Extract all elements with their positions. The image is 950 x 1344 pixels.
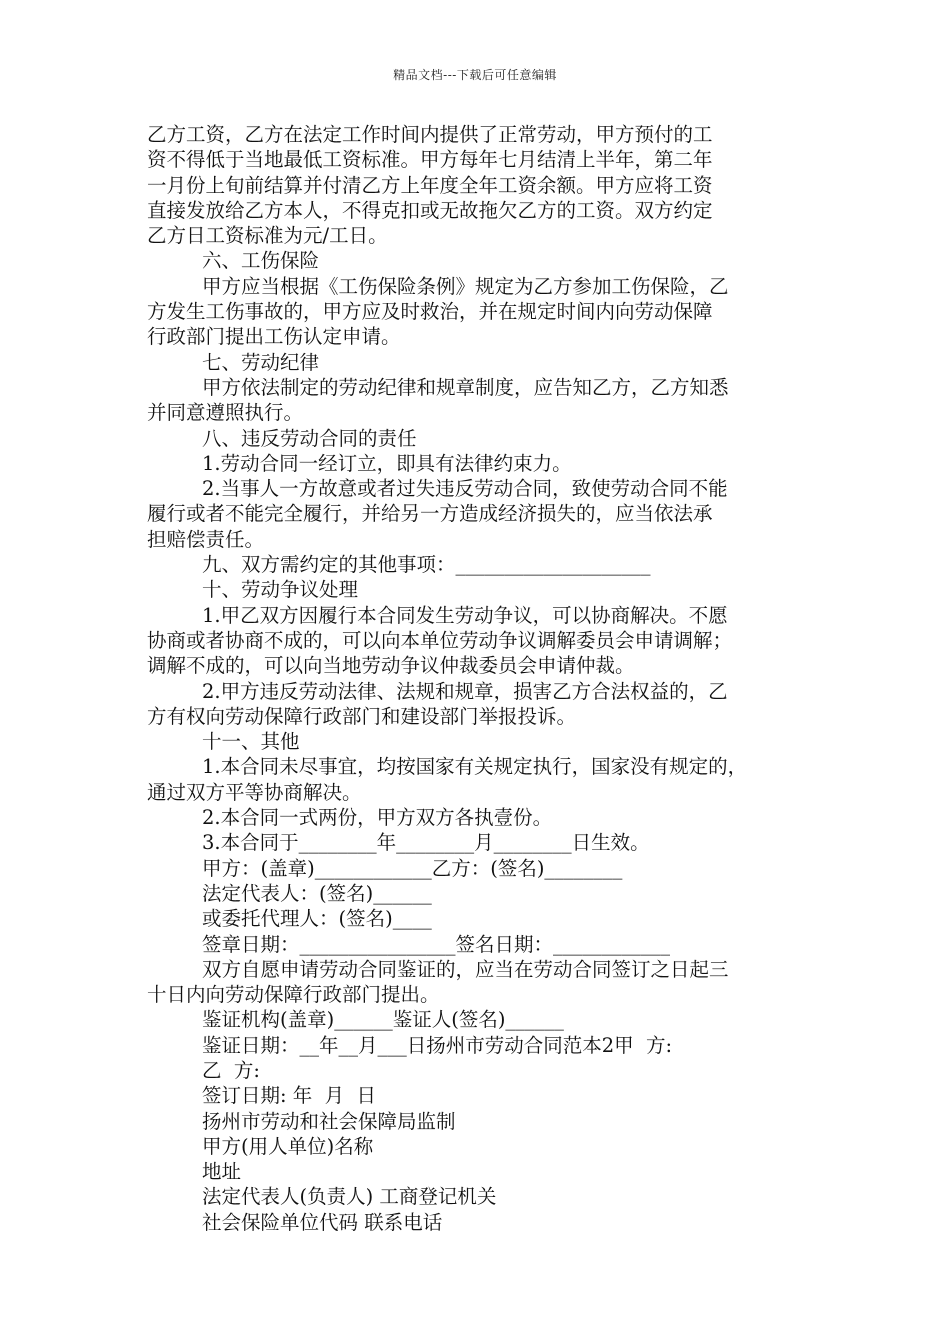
- text-line: 3.本合同于________年________月________日生效。: [202, 831, 650, 855]
- text-line: 乙 方:: [202, 1058, 260, 1082]
- text-line: 一月份上旬前结算并付清乙方上年度全年工资余额。甲方应将工资: [147, 173, 713, 197]
- text-line: 十、劳动争议处理: [202, 578, 359, 602]
- text-line: 方发生工伤事故的，甲方应及时救治，并在规定时间内向劳动保障: [147, 300, 713, 324]
- text-line: 乙方日工资标准为元/工日。: [147, 224, 388, 248]
- text-line: 1.甲乙双方因履行本合同发生劳动争议，可以协商解决。不愿: [202, 603, 728, 627]
- text-line: 方有权向劳动保障行政部门和建设部门举报投诉。: [147, 704, 577, 728]
- text-line: 双方自愿申请劳动合同鉴证的，应当在劳动合同签订之日起三: [202, 957, 729, 981]
- text-line: 调解不成的，可以向当地劳动争议仲裁委员会申请仲裁。: [147, 654, 635, 678]
- text-line: 担赔偿责任。: [147, 527, 265, 551]
- text-line: 2.本合同一式两份，甲方双方各执壹份。: [202, 806, 553, 830]
- page-header: 精品文档---下载后可任意编辑: [393, 68, 557, 82]
- text-line: 履行或者不能完全履行，并给另一方造成经济损失的，应当依法承: [147, 502, 713, 526]
- text-line: 甲方依法制定的劳动纪律和规章制度，应告知乙方，乙方知悉: [202, 375, 729, 399]
- text-line: 2.甲方违反劳动法律、法规和规章，损害乙方合法权益的，乙: [202, 679, 728, 703]
- text-line: 扬州市劳动和社会保障局监制: [202, 1109, 456, 1133]
- text-line: 并同意遵照执行。: [147, 401, 304, 425]
- text-line: 签订日期: 年 月 日: [202, 1084, 377, 1108]
- text-line: 直接发放给乙方本人，不得克扣或无故拖欠乙方的工资。双方约定: [147, 198, 713, 222]
- text-line: 乙方工资，乙方在法定工作时间内提供了正常劳动，甲方预付的工: [147, 123, 713, 146]
- text-line: 甲方(用人单位)名称: [202, 1134, 374, 1158]
- text-line: 签章日期：________________签名日期：____________: [202, 932, 671, 956]
- text-line: 社会保险单位代码 联系电话: [202, 1210, 443, 1234]
- text-line: 地址: [202, 1160, 242, 1184]
- text-line: 2.当事人一方故意或者过失违反劳动合同，致使劳动合同不能: [202, 477, 728, 501]
- text-line: 1.本合同未尽事宜，均按国家有关规定执行，国家没有规定的，: [202, 755, 748, 779]
- text-line: 法定代表人(负责人) 工商登记机关: [202, 1185, 497, 1209]
- text-line: 1.劳动合同一经订立，即具有法律约束力。: [202, 451, 572, 475]
- text-line: 九、双方需约定的其他事项：____________________: [202, 553, 651, 577]
- text-line: 十日内向劳动保障行政部门提出。: [147, 983, 440, 1007]
- text-line: 鉴证机构(盖章)______鉴证人(签名)______: [202, 1008, 564, 1032]
- text-line: 六、工伤保险: [202, 249, 320, 273]
- text-line: 资不得低于当地最低工资标准。甲方每年七月结清上半年，第二年: [147, 148, 713, 172]
- text-line: 鉴证日期：__年__月___日扬州市劳动合同范本2甲 方:: [202, 1033, 673, 1057]
- text-line: 七、劳动纪律: [202, 350, 320, 374]
- text-line: 八、违反劳动合同的责任: [202, 426, 417, 450]
- text-line: 甲方应当根据《工伤保险条例》规定为乙方参加工伤保险，乙: [202, 274, 729, 298]
- text-line: 行政部门提出工伤认定申请。: [147, 325, 401, 349]
- text-line: 法定代表人：(签名)______: [202, 881, 432, 905]
- text-line: 通过双方平等协商解决。: [147, 780, 362, 804]
- text-line: 或委托代理人：(签名)____: [202, 907, 432, 931]
- text-line: 甲方：(盖章)____________乙方：(签名)________: [202, 856, 623, 880]
- text-line: 协商或者协商不成的，可以向本单位劳动争议调解委员会申请调解；: [147, 628, 733, 652]
- text-line: 十一、其他: [202, 730, 300, 754]
- document-body: [147, 122, 837, 1235]
